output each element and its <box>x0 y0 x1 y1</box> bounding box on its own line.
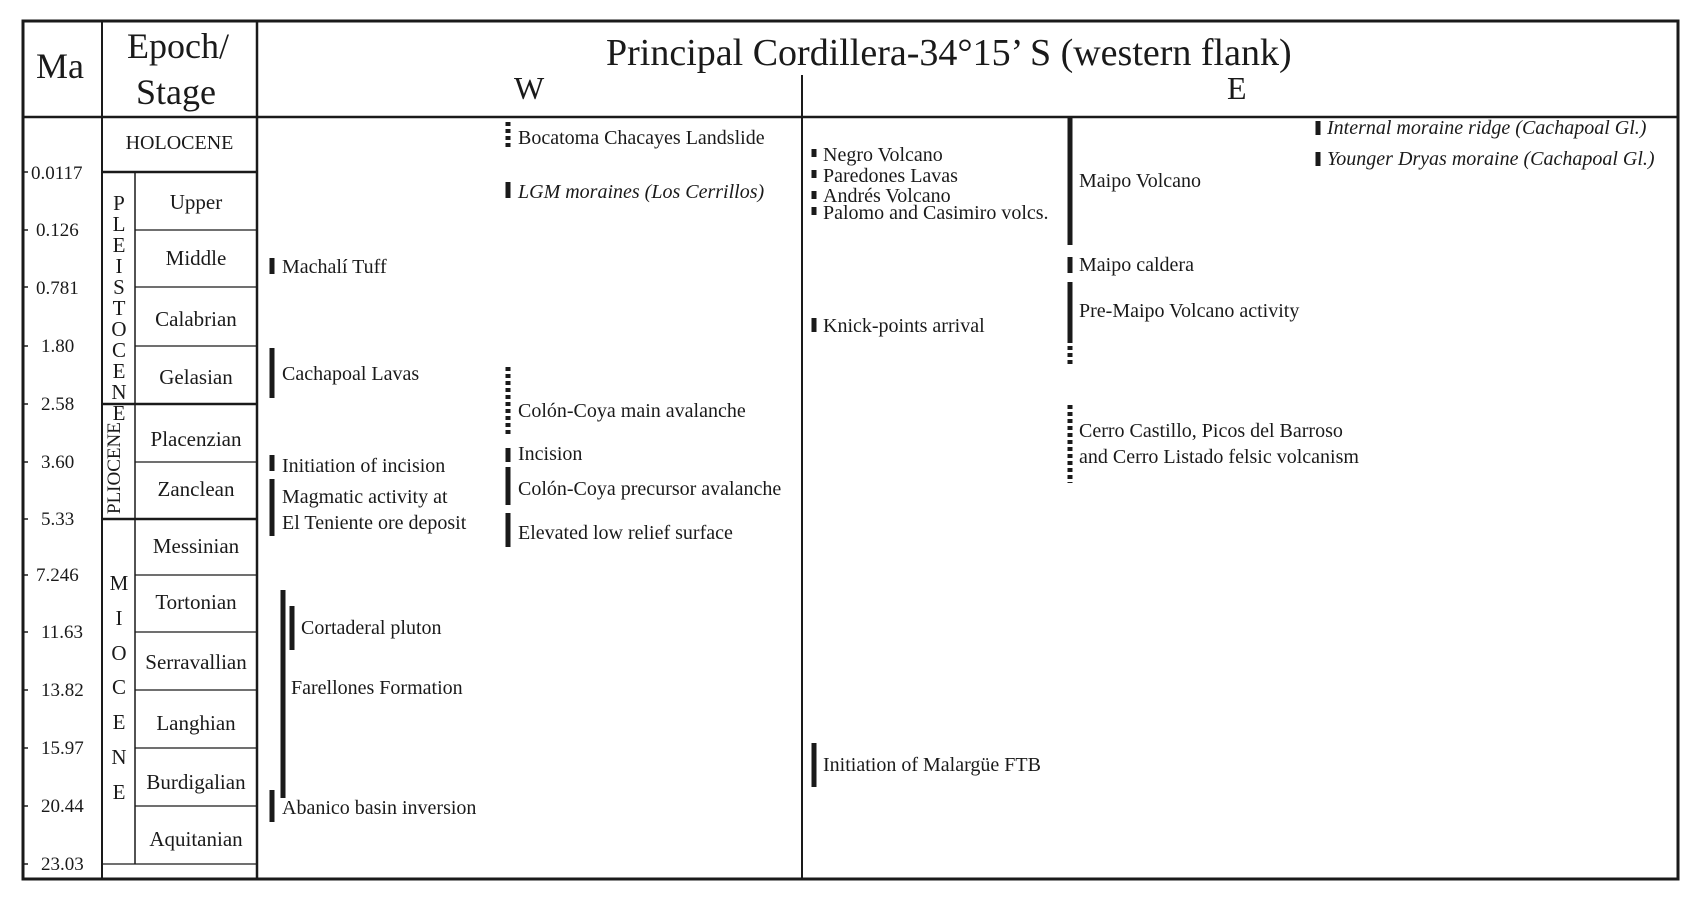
event-machali-tuff: Machalí Tuff <box>282 256 387 278</box>
event-pre-maipo: Pre-Maipo Volcano activity <box>1079 300 1300 322</box>
event-maipo-volcano: Maipo Volcano <box>1079 170 1202 192</box>
epoch-holocene: HOLOCENE <box>125 132 234 154</box>
event-knick-points: Knick-points arrival <box>823 315 985 337</box>
event-cerro-castillo-line2: and Cerro Listado felsic volcanism <box>1079 446 1359 468</box>
stage-zanclean: Zanclean <box>157 477 235 501</box>
event-farellones-formation: Farellones Formation <box>291 677 463 699</box>
event-internal-moraine: Internal moraine ridge (Cachapoal Gl.) <box>1327 117 1647 139</box>
event-colon-coya-main: Colón-Coya main avalanche <box>518 400 746 422</box>
event-magmatic-activity-line2: El Teniente ore deposit <box>282 512 467 534</box>
tick-label: 5.33 <box>41 509 75 530</box>
stage-langhian: Langhian <box>156 711 236 735</box>
tick-label: 3.60 <box>41 452 75 473</box>
epoch-miocene: M I O C E N E <box>109 571 129 804</box>
tick-label: 2.58 <box>41 394 75 415</box>
stage-aquitanian: Aquitanian <box>149 827 243 851</box>
event-bocatoma-landslide: Bocatoma Chacayes Landslide <box>518 127 765 149</box>
event-palomo-casimiro: Palomo and Casimiro volcs. <box>823 202 1049 224</box>
event-initiation-of-incision: Initiation of incision <box>282 455 446 477</box>
stage-messinian: Messinian <box>152 534 240 558</box>
stage-tortonian: Tortonian <box>155 590 237 614</box>
tick-label: 7.246 <box>36 565 79 586</box>
event-incision: Incision <box>518 443 583 465</box>
ma-header: Ma <box>36 46 84 86</box>
event-maipo-caldera: Maipo caldera <box>1079 254 1194 276</box>
stage-gelasian: Gelasian <box>159 365 233 389</box>
stage-serravallian: Serravallian <box>145 650 247 674</box>
stage-calabrian: Calabrian <box>155 307 237 331</box>
diagram-title: Principal Cordillera-34°15’ S (western flank) <box>606 32 1292 74</box>
event-magmatic-activity-line1: Magmatic activity at <box>282 486 448 508</box>
epoch-stage-header-line1: Epoch/ <box>127 26 229 66</box>
stage-placenzian: Placenzian <box>150 427 242 451</box>
epoch-stage-header-line2: Stage <box>136 72 216 112</box>
tick-label: 23.03 <box>41 854 84 875</box>
event-cachapoal-lavas: Cachapoal Lavas <box>282 363 420 385</box>
tick-label: 13.82 <box>41 680 84 701</box>
event-malargue-ftb: Initiation of Malargüe FTB <box>823 754 1041 776</box>
tick-label: 0.126 <box>36 220 79 241</box>
tick-label: 0.0117 <box>31 163 83 184</box>
event-cerro-castillo-line1: Cerro Castillo, Picos del Barroso <box>1079 420 1343 442</box>
event-lgm-moraines: LGM moraines (Los Cerrillos) <box>518 181 765 203</box>
tick-label: 15.97 <box>41 738 84 759</box>
east-label: E <box>1227 70 1247 106</box>
epoch-pliocene: PLIOCENE <box>104 422 125 514</box>
event-elevated-surface: Elevated low relief surface <box>518 522 733 544</box>
tick-label: 0.781 <box>36 278 79 299</box>
stage-middle: Middle <box>165 246 227 270</box>
west-label: W <box>514 70 545 106</box>
event-uncertain-bars <box>508 122 1070 483</box>
epoch-pleistocene: P L E I S T O C E N E <box>111 191 127 425</box>
event-andres-volcano: Andrés Volcano <box>823 185 951 207</box>
event-younger-dryas: Younger Dryas moraine (Cachapoal Gl.) <box>1327 148 1655 170</box>
event-paredones-lavas: Paredones Lavas <box>823 165 958 187</box>
tick-label: 20.44 <box>41 796 84 817</box>
event-colon-coya-precursor: Colón-Coya precursor avalanche <box>518 478 782 500</box>
event-negro-volcano: Negro Volcano <box>823 144 943 166</box>
stage-burdigalian: Burdigalian <box>146 770 246 794</box>
stage-upper: Upper <box>169 190 223 214</box>
event-cortaderal-pluton: Cortaderal pluton <box>301 617 442 639</box>
tick-label: 11.63 <box>41 622 84 643</box>
tick-label: 1.80 <box>41 336 75 357</box>
event-abanico-basin-inversion: Abanico basin inversion <box>282 797 477 819</box>
